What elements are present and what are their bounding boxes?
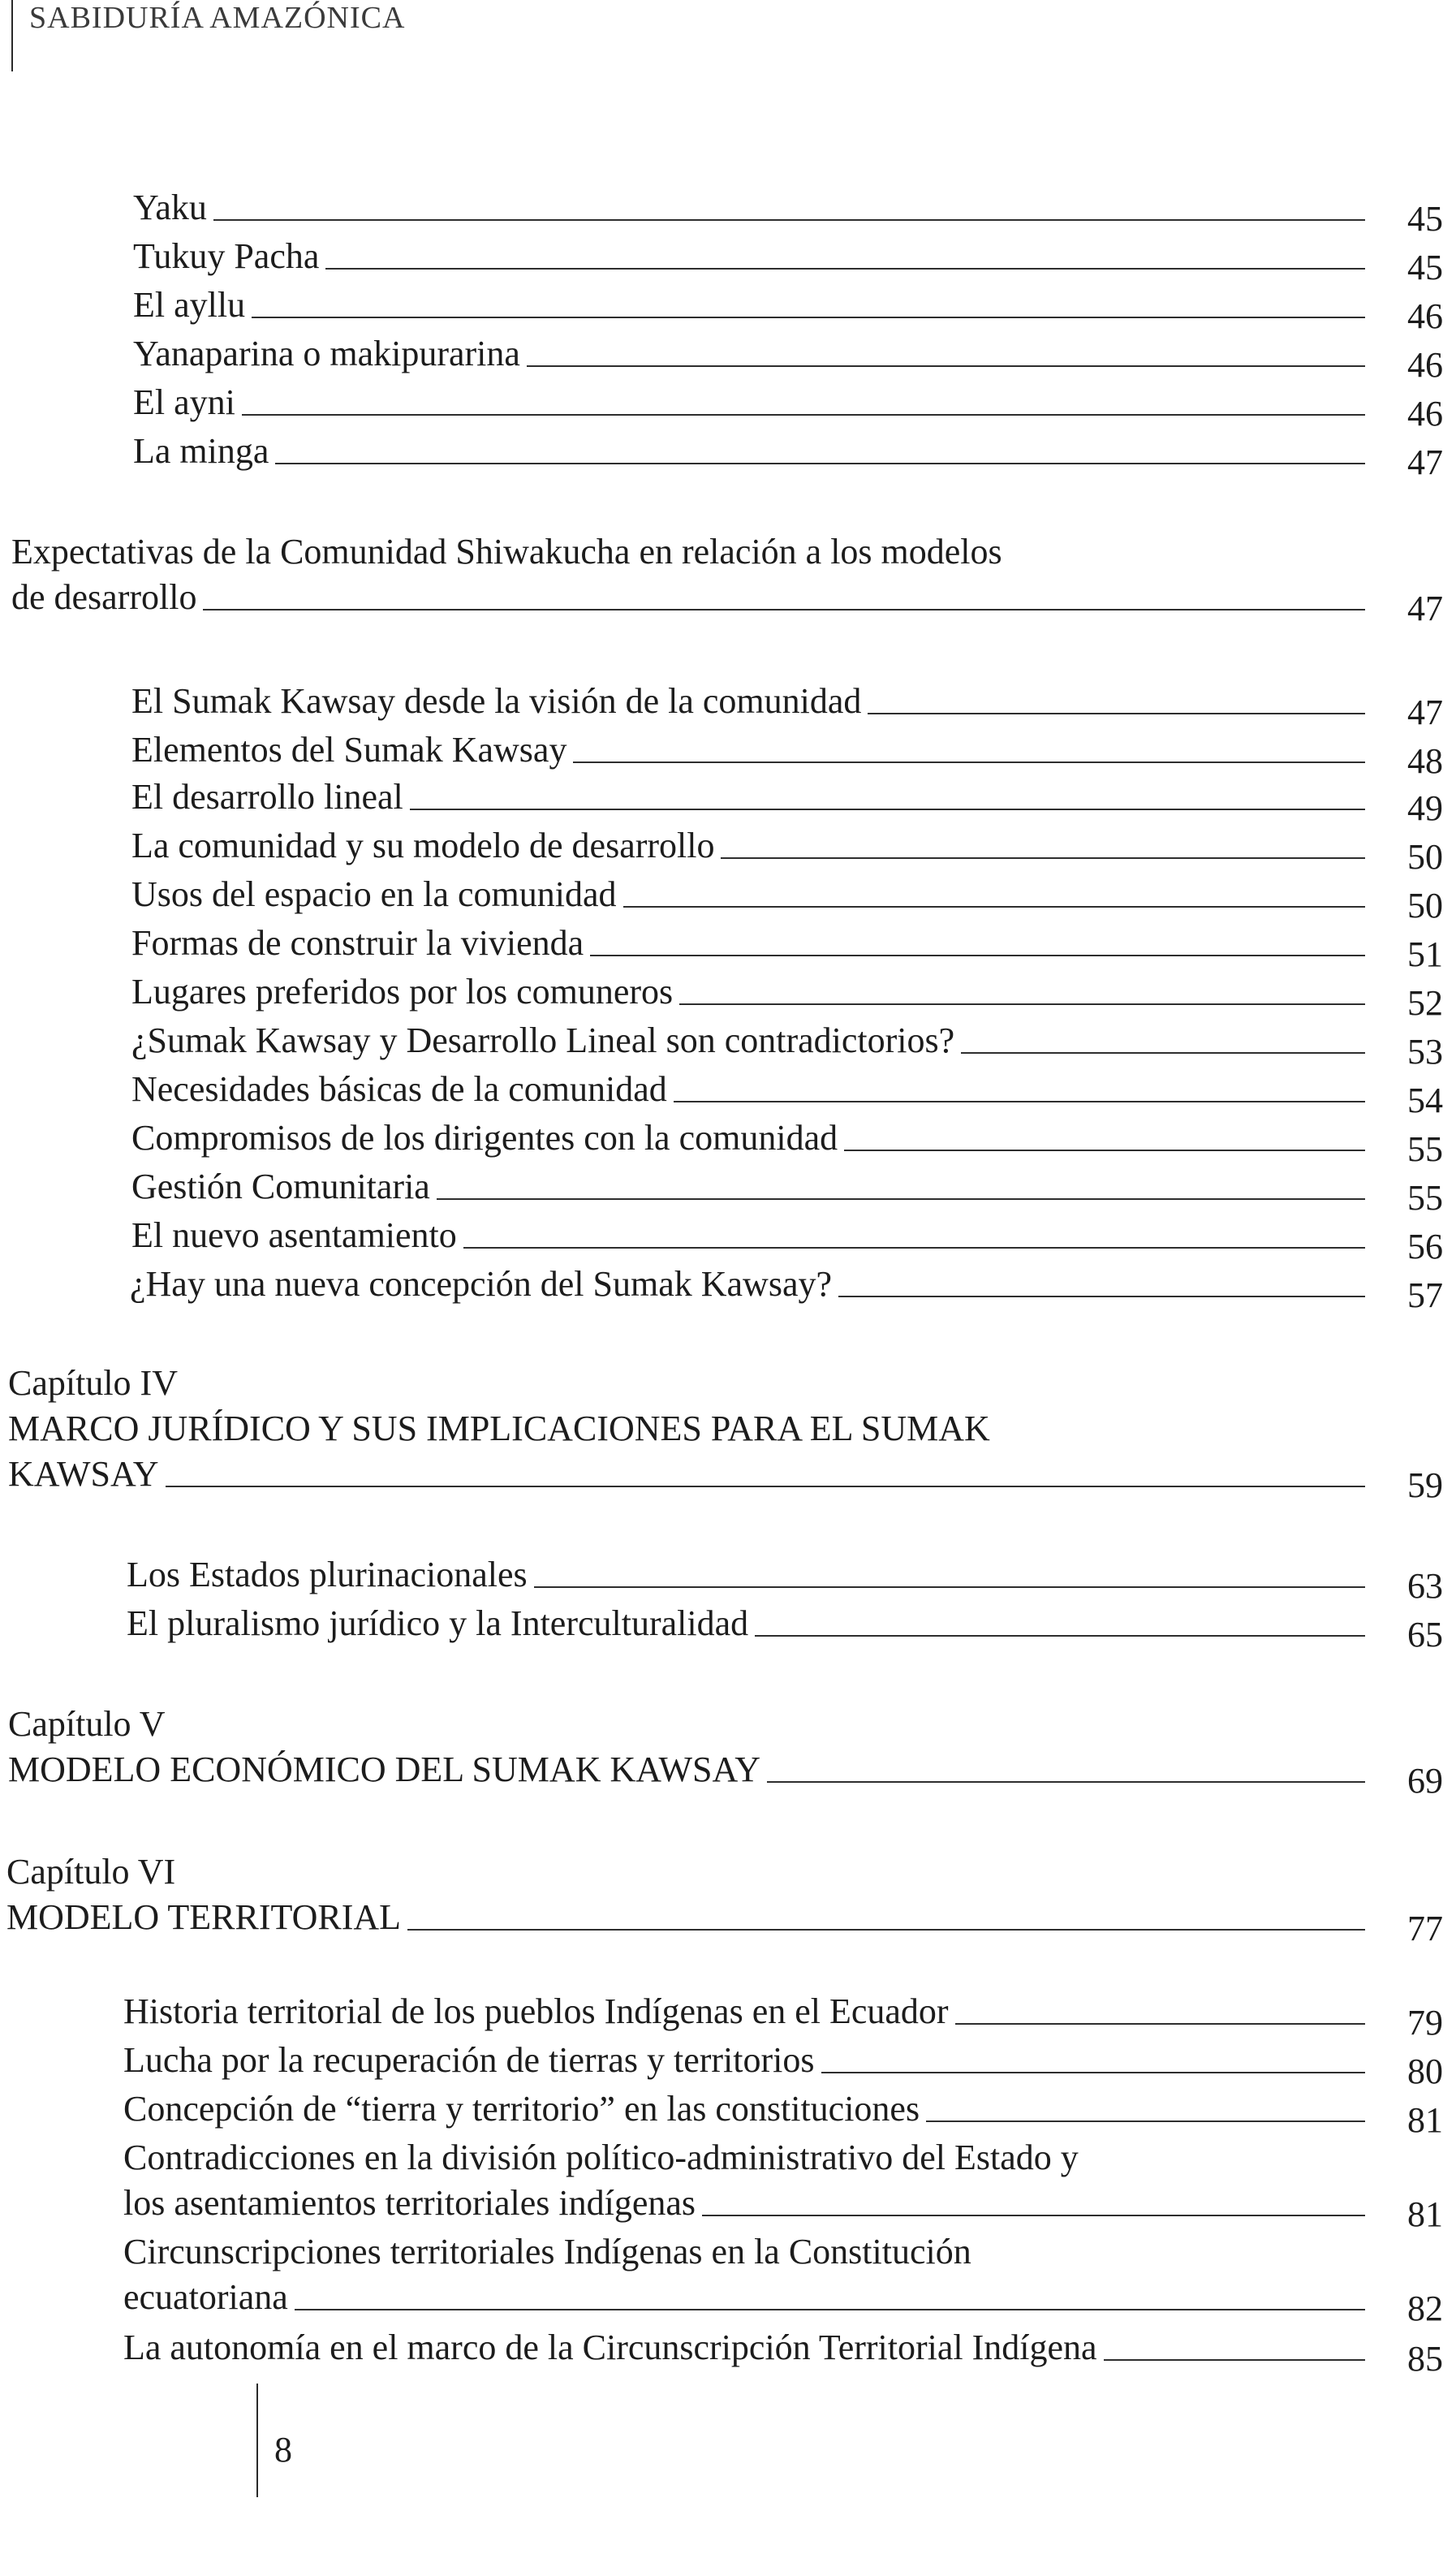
dot-leader bbox=[166, 1486, 1365, 1487]
toc-entry-title-line: Los Estados plurinacionales bbox=[127, 1555, 528, 1594]
toc-entry-page: 56 bbox=[1407, 1227, 1443, 1266]
dot-leader bbox=[623, 906, 1365, 908]
dot-leader bbox=[755, 1635, 1365, 1637]
toc-entry-title-line: La autonomía en el marco de la Circunscripción Territorial Indígena bbox=[123, 2328, 1097, 2367]
dot-leader bbox=[926, 2120, 1365, 2122]
dot-leader bbox=[868, 713, 1365, 714]
toc-entry-page: 46 bbox=[1407, 394, 1443, 434]
toc-entry-page: 46 bbox=[1407, 296, 1443, 336]
toc-entry bbox=[131, 727, 1443, 781]
running-header: SABIDURÍA AMAZÓNICA bbox=[29, 1, 406, 35]
toc-entry-page: 53 bbox=[1407, 1032, 1443, 1072]
toc-entry bbox=[131, 1018, 1443, 1072]
toc-entry-page: 49 bbox=[1407, 788, 1443, 828]
toc-entry bbox=[8, 1361, 1443, 1505]
toc-entry bbox=[131, 823, 1443, 877]
toc-entry-page: 82 bbox=[1407, 2289, 1443, 2328]
toc-entry-title-line: Concepción de “tierra y territorio” en las constituciones bbox=[123, 2089, 920, 2129]
toc-entry-title-line: MODELO TERRITORIAL bbox=[6, 1897, 402, 1937]
dot-leader bbox=[1104, 2359, 1365, 2361]
dot-leader bbox=[838, 1296, 1365, 1297]
toc-entry bbox=[131, 969, 1443, 1023]
toc-entry-title-line: El pluralismo jurídico y la Interculturalidad bbox=[127, 1603, 749, 1643]
dot-leader bbox=[437, 1198, 1365, 1200]
toc-entry-title-line: ¿Sumak Kawsay y Desarrollo Lineal son contradictorios? bbox=[131, 1020, 955, 1060]
toc-entry-title-line: Capítulo V bbox=[8, 1704, 166, 1744]
toc-entry-title-line: La minga bbox=[133, 431, 269, 471]
toc-entry-title-line: KAWSAY bbox=[8, 1454, 159, 1494]
dot-leader bbox=[702, 2215, 1365, 2216]
toc-entry bbox=[127, 1552, 1443, 1606]
dot-leader bbox=[767, 1781, 1365, 1783]
toc-entry-page: 51 bbox=[1407, 934, 1443, 974]
dot-leader bbox=[407, 1929, 1365, 1931]
toc-entry-page: 55 bbox=[1407, 1178, 1443, 1218]
dot-leader bbox=[527, 365, 1365, 367]
dot-leader bbox=[955, 2023, 1365, 2025]
toc-entry bbox=[131, 1067, 1443, 1120]
toc-entry bbox=[123, 2038, 1443, 2091]
toc-entry-title-line: Formas de construir la vivienda bbox=[131, 923, 584, 963]
toc-entry-page: 85 bbox=[1407, 2339, 1443, 2379]
toc-entry-page: 47 bbox=[1407, 692, 1443, 732]
toc-entry-page: 50 bbox=[1407, 837, 1443, 877]
dot-leader bbox=[295, 2309, 1365, 2310]
toc-entry-page: 48 bbox=[1407, 741, 1443, 781]
toc-entry bbox=[11, 529, 1443, 628]
toc-entry-page: 69 bbox=[1407, 1761, 1443, 1801]
toc-entry bbox=[131, 679, 1443, 732]
footer-rule bbox=[256, 2384, 258, 2497]
toc-entry-page: 77 bbox=[1407, 1909, 1443, 1948]
toc-entry-title-line: ¿Hay una nueva concepción del Sumak Kawsay? bbox=[130, 1264, 833, 1304]
toc-entry-page: 65 bbox=[1407, 1615, 1443, 1655]
toc-entry-title-line: Historia territorial de los pueblos Indígenas en el Ecuador bbox=[123, 1991, 949, 2031]
dot-leader bbox=[275, 463, 1365, 464]
toc-entry-page: 46 bbox=[1407, 345, 1443, 385]
toc-entry bbox=[8, 1702, 1443, 1801]
toc-entry bbox=[133, 283, 1443, 336]
toc-entry bbox=[123, 2086, 1443, 2140]
dot-leader bbox=[844, 1150, 1365, 1151]
toc-entry bbox=[123, 2325, 1443, 2379]
toc-entry-title-line: MARCO JURÍDICO Y SUS IMPLICACIONES PARA EL SUMAK bbox=[8, 1409, 990, 1448]
toc-entry-title-line: La comunidad y su modelo de desarrollo bbox=[131, 826, 715, 865]
dot-leader bbox=[961, 1052, 1365, 1054]
toc-entry bbox=[130, 1262, 1443, 1315]
toc-entry-page: 59 bbox=[1407, 1465, 1443, 1505]
toc-entry-title-line: Yanaparina o makipurarina bbox=[133, 334, 520, 373]
toc-entry-title-line: El nuevo asentamiento bbox=[131, 1215, 457, 1255]
toc-entry bbox=[131, 774, 1443, 828]
toc-entry bbox=[131, 1115, 1443, 1169]
toc-entry-title-line: los asentamientos territoriales indígenas bbox=[123, 2183, 696, 2223]
toc-entry-title-line: Circunscripciones territoriales Indígenas en la Constitución bbox=[123, 2232, 971, 2271]
dot-leader bbox=[674, 1101, 1365, 1102]
toc-entry-page: 63 bbox=[1407, 1566, 1443, 1606]
toc-entry-title-line: Gestión Comunitaria bbox=[131, 1167, 430, 1206]
toc-entry-page: 45 bbox=[1407, 248, 1443, 287]
toc-entry-page: 79 bbox=[1407, 2003, 1443, 2043]
toc-entry bbox=[123, 1989, 1443, 2043]
toc-entry-page: 81 bbox=[1407, 2194, 1443, 2234]
toc-entry-title-line: Usos del espacio en la comunidad bbox=[131, 874, 617, 914]
toc-entry bbox=[133, 380, 1443, 434]
toc-entry-title-line: ecuatoriana bbox=[123, 2277, 288, 2317]
toc-entry bbox=[127, 1601, 1443, 1655]
toc-entry bbox=[6, 1849, 1443, 1948]
toc-entry-page: 81 bbox=[1407, 2100, 1443, 2140]
toc-entry-page: 47 bbox=[1407, 589, 1443, 628]
toc-entry bbox=[131, 921, 1443, 974]
dot-leader bbox=[242, 414, 1365, 416]
dot-leader bbox=[203, 609, 1365, 610]
toc-entry-title-line: El ayllu bbox=[133, 285, 246, 325]
toc-entry-title-line: de desarrollo bbox=[11, 577, 197, 617]
dot-leader bbox=[325, 268, 1365, 270]
toc-entry-title-line: Capítulo IV bbox=[8, 1363, 178, 1403]
toc-entry-page: 47 bbox=[1407, 442, 1443, 482]
toc-entry bbox=[133, 429, 1443, 482]
toc-entry bbox=[131, 872, 1443, 925]
toc-entry-title-line: Tukuy Pacha bbox=[133, 236, 320, 276]
toc-entry-title-line: Necesidades básicas de la comunidad bbox=[131, 1069, 667, 1109]
toc-entry-title-line: Compromisos de los dirigentes con la comunidad bbox=[131, 1118, 838, 1158]
page-number: 8 bbox=[274, 2430, 292, 2470]
toc-entry-title-line: El Sumak Kawsay desde la visión de la comunidad bbox=[131, 681, 862, 721]
toc-entry-title-line: Elementos del Sumak Kawsay bbox=[131, 730, 567, 770]
dot-leader bbox=[213, 219, 1365, 221]
toc-entry-page: 50 bbox=[1407, 886, 1443, 925]
toc-entry bbox=[133, 331, 1443, 385]
toc-entry bbox=[133, 234, 1443, 287]
toc-entry-title-line: Lucha por la recuperación de tierras y territorios bbox=[123, 2040, 815, 2080]
toc-entry-title-line: Lugares preferidos por los comuneros bbox=[131, 972, 674, 1012]
dot-leader bbox=[252, 317, 1365, 318]
dot-leader bbox=[821, 2072, 1366, 2073]
toc-entry-title-line: Expectativas de la Comunidad Shiwakucha en relación a los modelos bbox=[11, 532, 1002, 572]
toc-entry-page: 80 bbox=[1407, 2051, 1443, 2091]
dot-leader bbox=[721, 857, 1365, 859]
toc-entry-page: 52 bbox=[1407, 983, 1443, 1023]
toc-entry-title-line: Yaku bbox=[133, 188, 207, 227]
toc-entry-page: 55 bbox=[1407, 1129, 1443, 1169]
toc-entry bbox=[131, 1164, 1443, 1218]
dot-leader bbox=[679, 1003, 1365, 1005]
toc-entry-title-line: El desarrollo lineal bbox=[131, 777, 403, 817]
toc-entry bbox=[131, 1213, 1443, 1266]
toc-entry-page: 54 bbox=[1407, 1081, 1443, 1120]
toc-entry-page: 57 bbox=[1407, 1275, 1443, 1315]
toc-entry bbox=[123, 2229, 1443, 2328]
dot-leader bbox=[590, 955, 1365, 956]
dot-leader bbox=[534, 1586, 1365, 1588]
toc-entry-title-line: MODELO ECONÓMICO DEL SUMAK KAWSAY bbox=[8, 1749, 761, 1789]
header-rule bbox=[11, 0, 13, 71]
dot-leader bbox=[410, 809, 1365, 810]
toc-entry-page: 45 bbox=[1407, 199, 1443, 239]
dot-leader bbox=[573, 761, 1365, 763]
toc-entry bbox=[123, 2135, 1443, 2234]
toc-entry-title-line: Contradicciones en la división político-administrativo del Estado y bbox=[123, 2138, 1079, 2177]
toc-entry-title-line: Capítulo VI bbox=[6, 1852, 176, 1892]
toc-entry bbox=[133, 185, 1443, 239]
dot-leader bbox=[463, 1247, 1365, 1249]
toc-entry-title-line: El ayni bbox=[133, 382, 235, 422]
